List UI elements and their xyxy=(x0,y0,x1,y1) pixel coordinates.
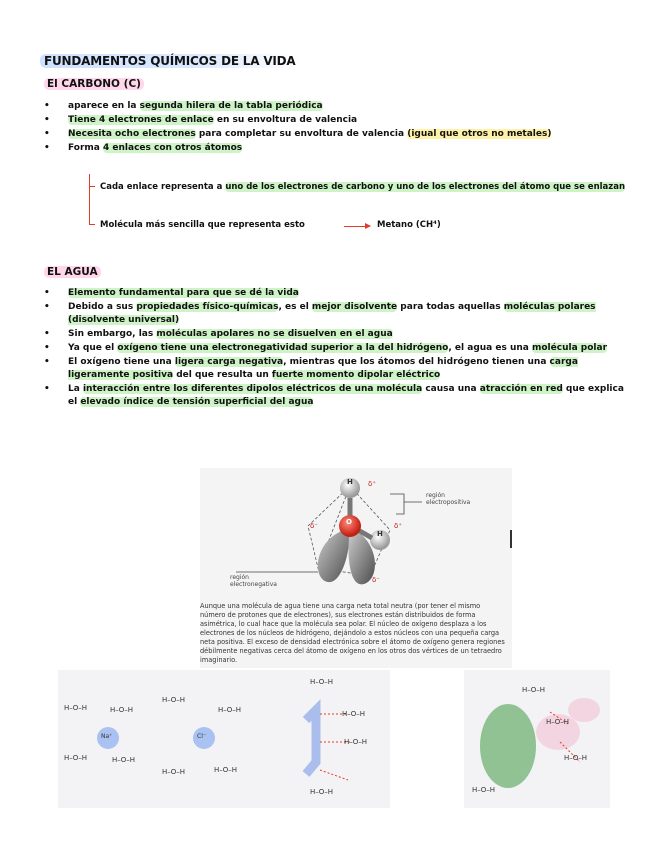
list-item: • Necesita ocho electrones para completar su envoltura de valencia (igual que otros no metales) xyxy=(44,128,634,141)
delta-plus-label: δ⁺ xyxy=(368,480,376,488)
water-formula: H–O–H xyxy=(342,710,366,718)
delta-plus-label: δ⁺ xyxy=(394,522,402,530)
section-heading-carbon: El CARBONO (C) xyxy=(44,78,144,90)
list-item: • El oxígeno tiene una ligera carga negativa, mientras que los átomos del hidrógeno tienen una carga ligeramente positiva del que resulta un fuerte momento dipolar eléctrico xyxy=(44,356,634,382)
label-electronegative: región electronegativa xyxy=(230,574,277,588)
ion-label-na: Na⁺ xyxy=(101,733,113,740)
list-item: • Debido a sus propiedades físico-químicas, es el mejor disolvente para todas aquellas moléculas polares (disolvente universal) xyxy=(44,301,634,327)
water-formula: H–O–H xyxy=(214,766,238,774)
solute-blob xyxy=(480,704,536,788)
list-item: • aparece en la segunda hilera de la tabla periódica xyxy=(44,100,634,113)
delta-minus-label: δ⁻ xyxy=(310,522,318,530)
carbon-sub-note-2: Molécula más sencilla que representa esto xyxy=(100,220,305,230)
water-formula: H–O–H xyxy=(310,678,334,686)
water-formula: H–O–H xyxy=(310,788,334,796)
page-title: FUNDAMENTOS QUÍMICOS DE LA VIDA xyxy=(40,54,300,68)
water-formula: H–O–H xyxy=(546,718,570,726)
water-formula: H–O–H xyxy=(344,738,368,746)
water-formula: H–O–H xyxy=(472,786,496,794)
water-formula: H–O–H xyxy=(522,686,546,694)
water-formula: H–O–H xyxy=(64,754,88,762)
water-formula: H–O–H xyxy=(564,754,588,762)
metano-result: Metano (CH⁴) xyxy=(377,220,441,230)
water-formula: H–O–H xyxy=(218,706,242,714)
list-item: • Tiene 4 electrones de enlace en su envoltura de valencia xyxy=(44,114,634,127)
atom-label-o: O xyxy=(346,518,352,526)
carbon-sub-note-1: Cada enlace representa a uno de los electrones de carbono y uno de los electrones del átomo que se enlazan xyxy=(100,182,626,192)
atom-label-h: H xyxy=(347,478,353,486)
ion-label-cl: Cl⁻ xyxy=(197,733,207,740)
atom-label-h: H xyxy=(377,530,383,538)
water-bullets xyxy=(44,287,634,410)
delta-minus-label: δ⁻ xyxy=(372,576,380,584)
ion-solvation-figure xyxy=(58,670,390,808)
list-item: • Ya que el oxígeno tiene una electronegatividad superior a la del hidrógeno, el agua es una molécula polar xyxy=(44,342,634,355)
carbon-bullets xyxy=(44,100,634,156)
list-item: • Sin embargo, las moléculas apolares no se disuelven en el agua xyxy=(44,328,634,341)
water-formula: H–O–H xyxy=(162,768,186,776)
water-formula: H–O–H xyxy=(112,756,136,764)
divider xyxy=(510,530,512,548)
water-formula: H–O–H xyxy=(110,706,134,714)
label-electropositive: región electropositiva xyxy=(426,492,471,506)
water-formula: H–O–H xyxy=(162,696,186,704)
figure-caption: Aunque una molécula de agua tiene una carga neta total neutra (por tener el mismo número de protones que de electrones), sus electrones están distribuidos de forma asimétrica, lo cual hace que la molécula sea polar. El núcleo de oxígeno desplaza a los electrones de los núcleos de hidrógeno, dejándolo a estos núcleos con una pequeña carga neta positiva. El exceso de densidad electrónica sobre el átomo de oxígeno genera regiones débilmente negativas cerca del átomo de oxígeno en los otros dos vértices de un tetraedro imaginario. xyxy=(200,602,505,664)
arrow-icon xyxy=(344,226,370,227)
list-item: • La interacción entre los diferentes dipolos eléctricos de una molécula causa una atracción en red que explica el elevado índice de tensión superficial del agua xyxy=(44,383,634,409)
bracket-tick xyxy=(89,186,95,187)
lone-pair-lobe xyxy=(318,528,350,582)
list-item: • Forma 4 enlaces con otros átomos xyxy=(44,142,634,155)
section-heading-water: EL AGUA xyxy=(44,266,101,278)
list-item: • Elemento fundamental para que se dé la vida xyxy=(44,287,634,300)
water-formula: H–O–H xyxy=(64,704,88,712)
hydrogen-bond-figure xyxy=(464,670,610,808)
bracket-line xyxy=(89,174,90,224)
bracket-tick xyxy=(89,224,95,225)
